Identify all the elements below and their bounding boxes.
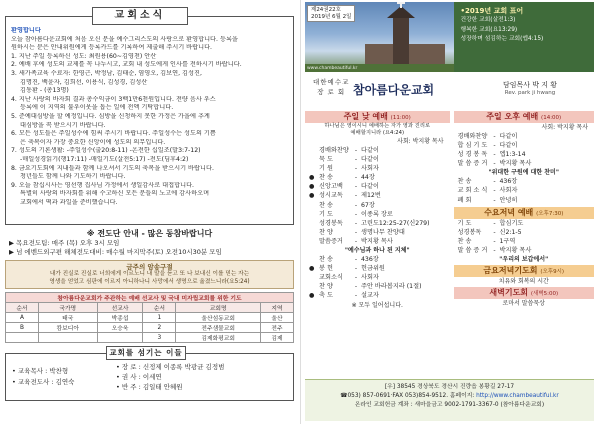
table-cell: 태국: [38, 313, 97, 323]
order-value: 엡1:3-14: [499, 151, 526, 159]
order-sep: -: [354, 192, 358, 200]
table-cell: 1: [143, 313, 176, 323]
table-row: [6, 323, 294, 333]
table-cell: 울산: [261, 313, 294, 323]
order-sep: -: [354, 274, 358, 282]
order-mark-icon: [305, 146, 315, 155]
order-sep: -: [493, 219, 496, 227]
order-value: 고린도12:25-27(신279): [361, 219, 430, 227]
order-label: 찬 송: [457, 178, 472, 186]
order-label: 성경봉독: [319, 219, 343, 227]
order-row: [305, 273, 450, 282]
church-news-box: [5, 10, 294, 225]
order-label: 말씀증거: [319, 237, 343, 245]
order-sep: -: [354, 183, 358, 191]
order-label: 말 씀 증 거: [457, 246, 488, 254]
order-value: 사회자: [361, 274, 379, 282]
order-label: 말 씀 증 거: [457, 160, 488, 168]
order-value: 박지황 목사: [499, 246, 532, 254]
news-item: 5. 준예대심방을 할 예정입니다. 심방을 신청하지 못한 가정은 가을에 추계: [11, 112, 210, 120]
staff-right-column: [116, 354, 293, 400]
guide-line-1: ▶ 목요전도팀: 매주 (목) 오후 3시 모임: [9, 239, 120, 247]
order-mark-icon: ●: [309, 183, 315, 191]
wednesday-service-time: (오후7:30): [536, 210, 564, 217]
church-photo: [305, 2, 454, 72]
table-cell: 박종섭: [97, 313, 143, 323]
dawn-prayer-title: 새벽기도회: [489, 288, 529, 298]
order-label: 성 경 봉 독: [457, 151, 488, 159]
table-cell: B: [6, 323, 39, 333]
order-value: 신2:1-5: [499, 228, 522, 236]
order-value: 436장: [499, 178, 518, 186]
order-row: [454, 177, 595, 186]
order-value: 사회자: [499, 187, 518, 195]
table-cell: 전주샘물교회: [176, 323, 261, 333]
memory-verse-line-2: 영생을 얻었고 심판에 이르지 아니하나니 사망에서 생명으로 옮겼느니라(요5:24): [49, 278, 250, 285]
staff-deaconess: • 권 사 : 이세연: [116, 373, 162, 382]
order-row: [454, 196, 595, 205]
church-motto-box: [454, 2, 594, 72]
staff-education-evangelist: • 교육전도사 : 김연숙: [12, 378, 75, 387]
order-value: 박지황 목사: [499, 160, 532, 168]
sunday-closing-note: ※ 모두 일어섭니다.: [351, 301, 403, 309]
order-row: [454, 246, 595, 255]
motto-line-2: 행복한 교회(요13:29): [460, 26, 518, 33]
news-item: 대심방을 꼭 받으시기 바랍니다.: [20, 121, 106, 129]
order-row: [305, 173, 450, 182]
news-item: 김명진, 백윤자, 김희선, 이용식, 김성경, 김성산: [20, 78, 148, 86]
order-row: [305, 219, 450, 228]
order-value: 합심기도: [499, 219, 524, 227]
motto-title: •2019년 교회 표어: [460, 7, 524, 15]
cover-header: [305, 2, 594, 72]
table-row: [6, 333, 294, 343]
news-item: 등록에 이 지역의 불우이웃을 돕는 일에 전액 기탁합니다.: [20, 104, 174, 112]
news-item: 9. 오늘 참십시사는 영선행 집사님 가정에서 생일감사로 대접합니다.: [11, 181, 195, 189]
footer-phone-fax: ☎053) 857-0691·FAX 053)854-9512. 홈페이지:: [340, 393, 475, 399]
dawn-prayer-time: (새벽5:00): [530, 291, 559, 298]
table-cell: 울산섬동교회: [176, 313, 261, 323]
order-label: 봉 헌: [319, 265, 333, 273]
issue-number: 제24권22호: [311, 7, 341, 13]
order-row: [305, 228, 450, 237]
pastor-name: 담임목사 박 지 황: [503, 81, 558, 89]
rotation-header-row: [6, 303, 294, 313]
order-sep: -: [493, 228, 496, 236]
order-sep: -: [493, 151, 496, 159]
news-item: 4. 지난 사랑의 바자회 결과 총수익금이 3백1만6천원입니다. 전량 음사 우스: [11, 95, 216, 103]
footer-contact: [305, 392, 594, 401]
news-item: 6. 모든 성도들은 주일성수에 힘써 주시기 바랍니다. 주일성수는 성도의 기쁨: [11, 130, 216, 138]
order-row: [305, 210, 450, 219]
rotation-title: 참아름다운교회가 주관하는 예배 선교사 및 국내 미자립교회를 위한 기도: [6, 293, 294, 303]
staff-accompanist: • 반 주 : 김일태 안혜원: [116, 383, 183, 392]
order-value: 헌금위원: [361, 265, 385, 273]
sunday-preacher: 사회: 박지황 목사: [397, 138, 444, 145]
afternoon-service-time: (14:00): [541, 115, 562, 121]
senior-pastor: [503, 80, 557, 96]
order-row: [454, 150, 595, 159]
issue-date: 2019년 6월 2일: [311, 13, 352, 20]
order-mark-icon: [305, 210, 315, 219]
order-mark-icon: [305, 164, 315, 173]
welcome-heading: 환영합니다: [11, 27, 41, 34]
order-label: 찬 양: [319, 228, 333, 236]
wednesday-service-title: 수요저녁 예배: [484, 207, 534, 217]
footer-account: 온라인 교회헌금 계좌 : 새마을금고 9002-1791-3367-0 (참아름다운교회): [354, 402, 545, 408]
order-value: 박지황 목사: [361, 237, 393, 245]
order-label: 신앙고백: [319, 183, 343, 191]
order-sep: -: [354, 201, 358, 209]
order-sep: -: [354, 237, 358, 245]
table-row: [6, 313, 294, 323]
order-label: 경배와찬양: [457, 133, 488, 140]
order-row: [305, 255, 450, 264]
order-sep: -: [354, 219, 358, 227]
staff-elders: • 장 로 : 신정제 이종록 박광균 김정범: [116, 363, 225, 372]
afternoon-sermon-title: "위대한 구원에 대한 찬미": [488, 169, 559, 177]
denomination: 대한예수교 장 로 회: [313, 78, 350, 96]
church-staff-box: [5, 348, 294, 401]
friday-prayer-time: (오후9시): [540, 269, 565, 276]
order-row: [454, 159, 595, 168]
news-item: 오늘 참아름다운교회에 처음 오신 분을 예수그리스도의 사랑으로 환영합니다. 등록을: [11, 35, 238, 43]
staff-left-column: [6, 354, 116, 400]
order-mark-icon: [305, 273, 315, 282]
order-label: 교 회 소 식: [457, 187, 488, 195]
order-row: [305, 264, 450, 273]
order-row: [454, 237, 595, 246]
order-label: 폐 회: [457, 196, 472, 204]
order-label: 교회소식: [319, 274, 343, 282]
order-mark-icon: [305, 155, 315, 164]
order-row: [454, 132, 595, 141]
issue-info: [307, 5, 355, 22]
order-label: 찬 송: [319, 174, 333, 182]
table-cell: 3: [143, 333, 176, 343]
table-cell: 캄보디아: [38, 323, 97, 333]
news-item: 7. 성도의 기론생활: -주일성수(출20:8-11) -온전한 십일조(말3:7-12): [11, 147, 201, 155]
order-label: 기 도: [319, 210, 333, 218]
order-label: 성경봉독: [457, 228, 482, 236]
sunday-sermon-title: "예수님과 하나 된 지체": [344, 247, 410, 255]
order-row: [305, 164, 450, 173]
order-value: 다같이: [361, 156, 379, 164]
worship-columns: [305, 111, 594, 381]
order-row: [305, 291, 450, 300]
table-cell: [6, 333, 39, 343]
table-cell: 김제화평교회: [176, 333, 261, 343]
order-label: 찬 양: [319, 283, 333, 291]
news-item: 3. 새가족교육 수료자: 한영근, 박정남, 김태순, 염영오, 김보연, 김성진,: [11, 69, 202, 77]
order-label: 합 심 기 도: [457, 142, 488, 150]
order-row: [305, 237, 450, 246]
photo-url: www.chambeautiful.kr: [307, 66, 358, 71]
friday-prayer-description: 치유와 회복의 시간: [498, 278, 549, 286]
order-value: 생명나무 찬양대: [361, 228, 405, 236]
table-header: 선교사: [97, 303, 143, 313]
guide-line-2: ▶ 넘 에벤드외구편 해체전도대비: 매수월 마지막주(토) 오전10시30분 모임: [9, 248, 222, 256]
order-sep: -: [354, 147, 358, 154]
order-label: 찬 송: [457, 237, 472, 245]
pastor-name-en: Rev. park ji hwang: [504, 90, 556, 96]
order-sep: -: [354, 165, 358, 173]
order-mark-icon: [305, 219, 315, 228]
order-value: 67장: [361, 201, 375, 209]
order-row: [305, 282, 450, 291]
order-row: [454, 186, 595, 195]
table-header: 순서: [143, 303, 176, 313]
order-label: 축 도: [319, 292, 333, 300]
table-cell: [97, 333, 143, 343]
memory-verse-line-1: 내가 진실로 진실로 너희에게 이르노니 내 말을 듣고 또 나 보내신 이를 믿는 자는: [49, 271, 250, 277]
church-title-row: [305, 75, 594, 111]
motto-line-1: 건강한 교회(살전1:3): [460, 17, 516, 23]
order-mark-icon: ●: [309, 174, 315, 182]
order-label: 묵 도: [319, 156, 333, 164]
wednesday-order-list: [454, 219, 595, 255]
news-item: 1. 지난 주일 등록하신 성도: 최원용(60~김영천) 안산: [11, 52, 157, 60]
order-sep: -: [354, 292, 358, 300]
staff-education-pastor: • 교육목사 : 박찬형: [12, 367, 69, 376]
order-value: 다같이: [361, 183, 379, 191]
order-sep: -: [354, 228, 358, 236]
order-mark-icon: [305, 237, 315, 246]
church-name: 참아름다운교회: [353, 83, 435, 97]
order-sep: -: [493, 178, 496, 186]
order-sep: -: [354, 256, 358, 264]
sunday-service-header: [305, 111, 450, 123]
sunday-verse-2: 예배할지니라 (요4:24): [350, 130, 405, 136]
order-label: 경배와찬양: [319, 147, 349, 154]
table-header: 지역: [261, 303, 294, 313]
wednesday-service-header: [454, 207, 595, 219]
news-item: 2. 예배 후에 성도의 교제를 꼭 나누시고, 교회 내 성도에게 인사를 전하시기 바랍니다.: [11, 61, 242, 69]
table-header: 교회명: [176, 303, 261, 313]
church-news-title: 교회소식: [92, 7, 188, 25]
order-mark-icon: ●: [309, 292, 315, 300]
sunday-order-list: [305, 146, 450, 246]
table-cell: 2: [143, 323, 176, 333]
order-value: 설교자: [361, 292, 379, 300]
news-item: 원하시는 분은 안내위원에게 등록카드를 기록하여 제출해 주시기 바랍니다.: [11, 44, 213, 52]
right-panel: [300, 0, 600, 424]
other-services-column: [450, 111, 595, 381]
order-sep: -: [493, 237, 496, 245]
afternoon-order-list-2: [454, 177, 595, 204]
order-sep: -: [354, 210, 358, 218]
footer-address: [우] 38545 경상북도 경산시 진량읍 봉황길 27-17: [384, 384, 515, 390]
homepage-link[interactable]: http://www.chambeautiful.kr: [476, 393, 559, 399]
memory-verse-box: [5, 260, 294, 289]
order-sep: -: [493, 196, 496, 204]
sunday-order-list-2: [305, 255, 450, 300]
order-label: 기 원: [319, 165, 333, 173]
order-value: 다같이: [499, 142, 518, 150]
table-cell: A: [6, 313, 39, 323]
friday-prayer-header: [454, 265, 595, 277]
news-item: -매일성경읽기(행17:11) -매일기도(살전5:17) -전도(딤후4:2): [20, 155, 189, 163]
order-sep: -: [493, 160, 496, 168]
table-cell: 오승욱: [97, 323, 143, 333]
order-sep: -: [493, 133, 496, 140]
news-item: 특별히 사랑의 바자회를 위해 수고하신 모든 분들의 노고에 감사하오며: [20, 190, 210, 198]
news-list: [11, 36, 288, 208]
order-label: 기 도: [457, 219, 472, 227]
sunday-service-column: [305, 111, 450, 381]
order-value: 다같이: [361, 147, 379, 154]
sunday-verse-1: 하나님은 영이시니 예배하는 자가 영과 진리로: [324, 123, 431, 129]
dawn-prayer-header: [454, 287, 595, 299]
order-row: [305, 146, 450, 155]
afternoon-service-header: [454, 111, 595, 123]
order-label: 찬 송: [319, 201, 333, 209]
order-value: 사회자: [361, 165, 379, 173]
order-value: 436장: [361, 256, 379, 264]
memory-verse-title: 금주의 암송구절: [126, 263, 173, 271]
table-cell: [38, 333, 97, 343]
news-item: 은 축복이자 가장 중요한 신앙이에 성도의 의무입니다.: [20, 138, 166, 146]
afternoon-preacher: 사회: 박지황 목사: [541, 124, 588, 131]
order-row: [305, 191, 450, 200]
news-item: 8. 금요기도회에 지내들과 함께 나오셔서 기도의 축복을 받으시기 바랍니다.: [11, 164, 214, 172]
order-mark-icon: [305, 201, 315, 210]
afternoon-service-title: 주일 오후 예배: [486, 112, 539, 121]
news-item: 김동환 - (총13명): [20, 87, 69, 95]
order-label: 성시교독: [319, 192, 343, 200]
order-value: 안녕히: [499, 196, 518, 204]
prayer-rotation-table: [5, 292, 294, 343]
dawn-prayer-description: 로마서 말씀묵상: [502, 300, 545, 308]
order-label: 찬 송: [319, 256, 333, 264]
order-sep: -: [354, 174, 358, 182]
order-sep: -: [354, 283, 358, 291]
order-value: 이종록 장로: [361, 210, 393, 218]
news-item: 청년들도 함께 나와 기도하기 바랍니다.: [20, 173, 126, 181]
afternoon-order-list: [454, 132, 595, 168]
order-sep: -: [354, 265, 358, 273]
wednesday-sermon-title: "우리의 보갑에서": [499, 256, 549, 264]
motto-line-3: 성장하며 섬김하는 교회(엡4:15): [460, 36, 544, 42]
order-row: [305, 182, 450, 191]
order-sep: -: [354, 156, 358, 164]
order-value: 제12번: [361, 192, 381, 200]
order-mark-icon: [305, 282, 315, 291]
order-row: [454, 219, 595, 228]
order-row: [305, 201, 450, 210]
order-value: 1구역: [499, 237, 516, 245]
table-cell: 전주: [261, 323, 294, 333]
order-sep: -: [493, 246, 496, 254]
friday-prayer-title: 금요저녁기도회: [483, 266, 538, 276]
order-mark-icon: ●: [309, 265, 315, 273]
news-item: 교회에서 떡과 과일을 준비했습니다.: [20, 198, 118, 206]
table-cell: 김제: [261, 333, 294, 343]
church-staff-title: 교회를 섬기는 이들: [106, 346, 186, 360]
table-header: 국가명: [38, 303, 97, 313]
order-sep: -: [493, 187, 496, 195]
evangelism-guide-title: ※ 전도단 안내 - 많은 동참바랍니다: [86, 229, 213, 238]
table-header: 순서: [6, 303, 39, 313]
sunday-service-time: (11:00): [390, 115, 411, 121]
order-row: [454, 141, 595, 150]
order-row: [454, 228, 595, 237]
order-value: 주안 바라봅지라 (1절): [361, 283, 422, 291]
order-row: [305, 155, 450, 164]
sunday-service-title: 주일 낮 예배: [343, 112, 388, 121]
order-value: 다같이: [499, 133, 518, 140]
order-mark-icon: [305, 255, 315, 264]
order-mark-icon: [305, 228, 315, 237]
order-mark-icon: ●: [309, 192, 315, 200]
order-sep: -: [493, 142, 496, 150]
order-value: 44장: [361, 174, 375, 182]
footer-info: [305, 379, 594, 421]
